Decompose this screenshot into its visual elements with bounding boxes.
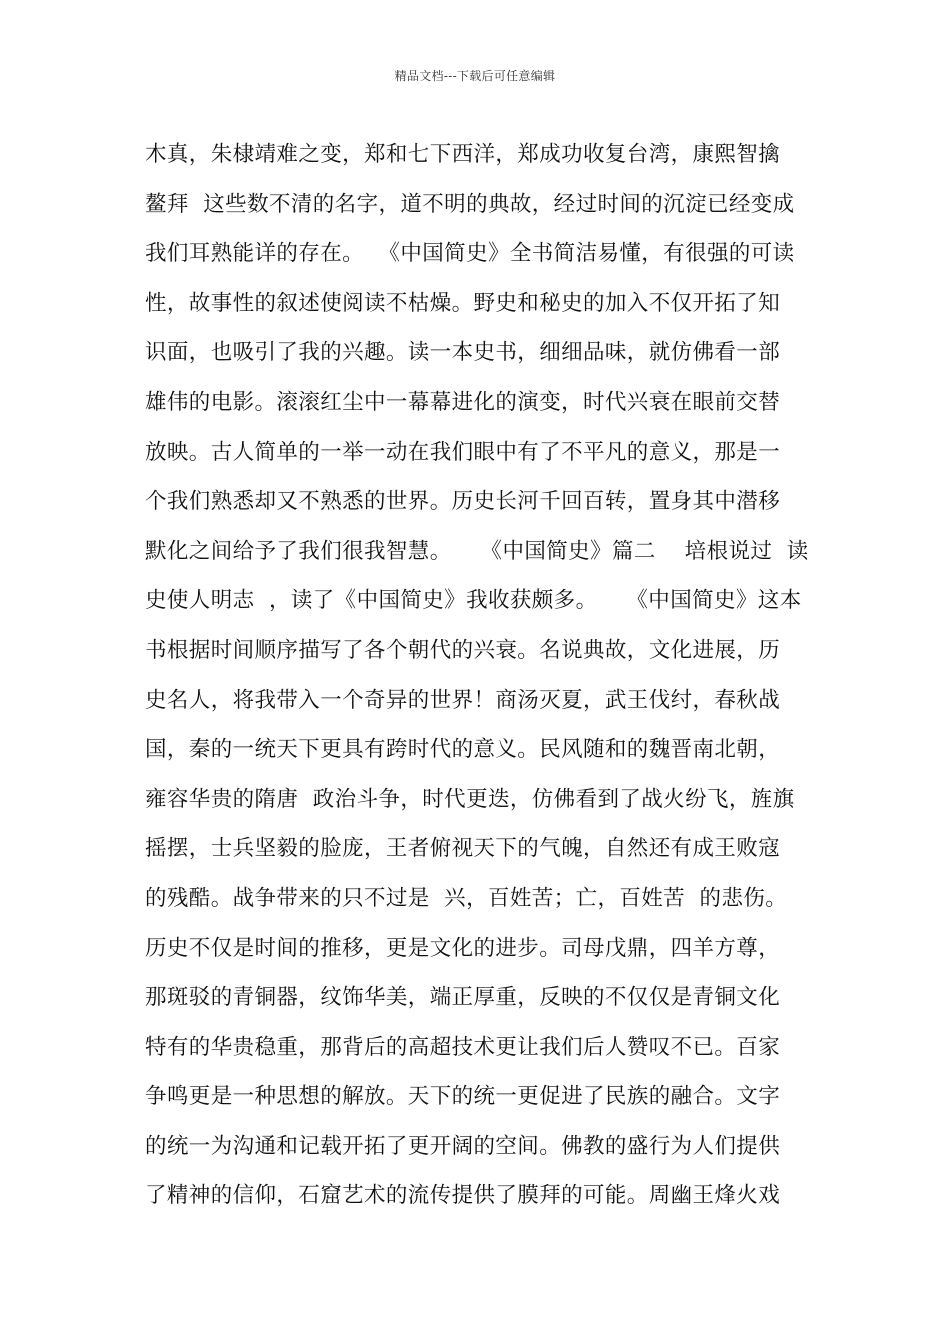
text-line: 我们耳熟能详的存在。 《中国简史》全书简洁易懂，有很强的可读 <box>145 241 795 267</box>
text-line: 史使人明志 ，读了《中国简史》我收获颇多。 《中国简史》这本 <box>145 588 802 614</box>
text-line: 放映。古人简单的一举一动在我们眼中有了不平凡的意义，那是一 <box>145 439 781 465</box>
text-line: 国，秦的一统天下更具有跨时代的意义。民风随和的魏晋南北朝， <box>145 737 781 763</box>
text-line: 史名人，将我带入一个奇异的世界！商汤灭夏，武王伐纣，春秋战 <box>145 687 781 713</box>
text-line: 的残酷。战争带来的只不过是 兴，百姓苦；亡，百姓苦 的悲伤。 <box>145 885 788 911</box>
text-line: 雍容华贵的隋唐 政治斗争，时代更迭，仿佛看到了战火纷飞，旌旗 <box>145 786 795 812</box>
text-line: 特有的华贵稳重，那背后的高超技术更让我们后人赞叹不已。百家 <box>145 1034 781 1060</box>
body-text <box>145 130 825 1221</box>
text-line: 性，故事性的叙述使阅读不枯燥。野史和秘史的加入不仅开拓了知 <box>145 290 781 316</box>
text-line: 争鸣更是一种思想的解放。天下的统一更促进了民族的融合。文字 <box>145 1084 781 1110</box>
text-line: 木真，朱棣靖难之变，郑和七下西洋，郑成功收复台湾，康熙智擒 <box>145 142 781 167</box>
text-line: 历史不仅是时间的推移，更是文化的进步。司母戊鼎，四羊方尊， <box>145 935 781 961</box>
page-header: 精品文档---下载后可任意编辑 <box>394 69 556 83</box>
text-line: 鳌拜 这些数不清的名字，道不明的典故，经过时间的沉淀已经变成 <box>145 191 795 217</box>
text-line: 默化之间给予了我们很我智慧。 《中国简史》篇二 培根说过 读 <box>145 538 809 564</box>
text-line: 雄伟的电影。滚滚红尘中一幕幕进化的演变，时代兴衰在眼前交替 <box>145 389 781 415</box>
text-line: 识面，也吸引了我的兴趣。读一本史书，细细品味，就仿佛看一部 <box>145 340 781 366</box>
text-line: 那斑驳的青铜器，纹饰华美，端正厚重，反映的不仅仅是青铜文化 <box>145 985 781 1011</box>
text-line: 了精神的信仰，石窟艺术的流传提供了膜拜的可能。周幽王烽火戏 <box>145 1183 781 1209</box>
text-line: 的统一为沟通和记载开拓了更开阔的空间。佛教的盛行为人们提供 <box>145 1133 781 1159</box>
text-line: 书根据时间顺序描写了各个朝代的兴衰。名说典故，文化进展，历 <box>145 637 781 663</box>
text-line: 摇摆，士兵坚毅的脸庞，王者俯视天下的气魄，自然还有成王败寇 <box>145 836 781 862</box>
text-line: 个我们熟悉却又不熟悉的世界。历史长河千回百转，置身其中潜移 <box>145 489 781 515</box>
